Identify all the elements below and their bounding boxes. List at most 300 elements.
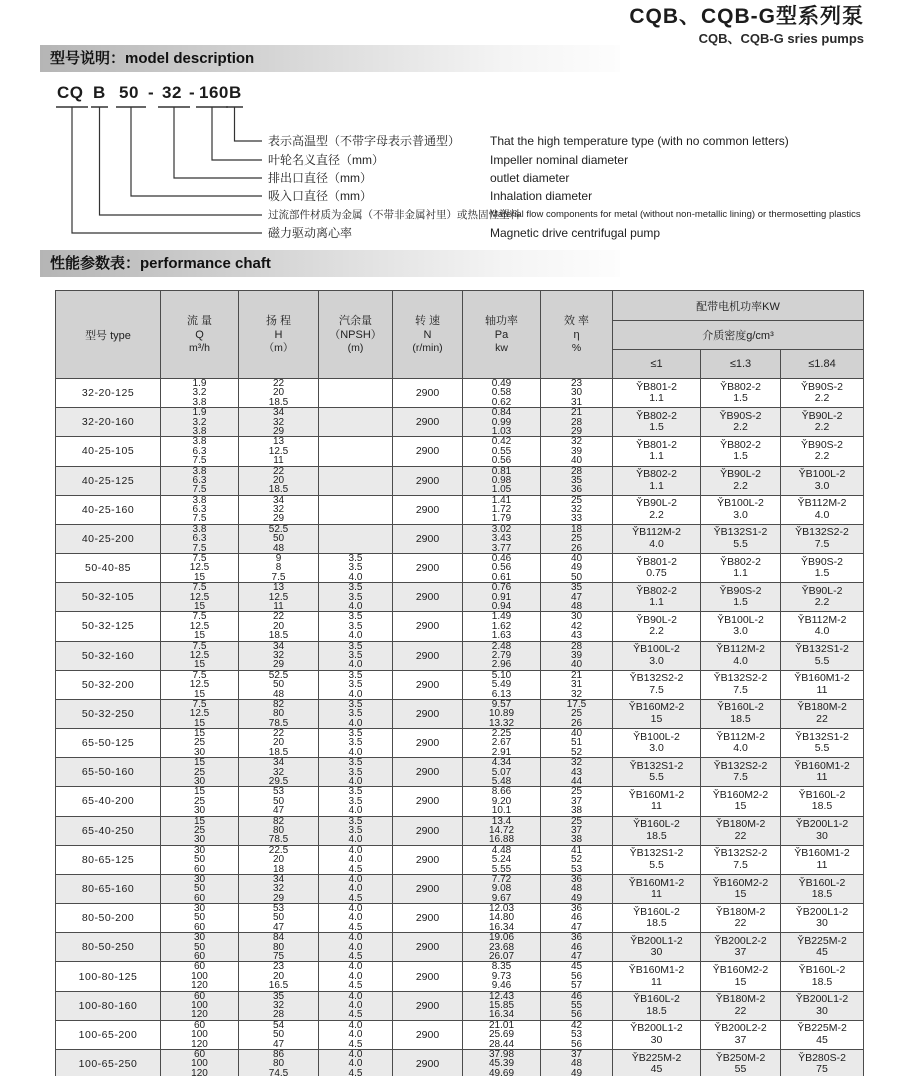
value-line: 2.48 <box>491 640 512 652</box>
cell-type: 40-25-160 <box>56 495 161 524</box>
cell-motor-1 <box>613 1020 701 1049</box>
cell-motor-2 <box>701 933 781 962</box>
value-line: 12.5 <box>189 620 210 632</box>
motor-model: Y̌B180M-2 <box>797 701 847 714</box>
cell-pa <box>463 1049 541 1076</box>
speed-label: 转 速 <box>414 315 441 327</box>
cell-motor-1 <box>613 408 701 437</box>
value-line: 12.5 <box>189 649 210 661</box>
value-line: 1.41 <box>491 494 512 506</box>
table-row <box>56 1020 864 1049</box>
value-line: 35 <box>570 474 583 486</box>
value-line: 9.73 <box>491 970 512 982</box>
value-line: 120 <box>191 1009 208 1021</box>
motor-power-kw: 7.5 <box>733 683 748 696</box>
motor-model: Y̌B160L-2 <box>798 964 846 977</box>
cell-q <box>161 554 239 583</box>
value-line: 3.5 <box>348 620 363 632</box>
cell-h <box>239 991 319 1020</box>
cell-speed: 2900 <box>393 729 463 758</box>
cell-speed: 2900 <box>393 583 463 612</box>
cell-pa <box>463 787 541 816</box>
value-line: 50 <box>272 795 285 807</box>
value-line: 32 <box>272 649 285 661</box>
motor-power-kw: 37 <box>734 1033 747 1046</box>
motor-model: Y̌B802-2 <box>720 380 761 393</box>
motor-model: Y̌B132S2-2 <box>713 672 768 685</box>
value-line <box>319 476 392 485</box>
value-line: 30 <box>193 873 206 885</box>
value-line: 38 <box>570 805 583 817</box>
cell-npsh <box>319 1020 393 1049</box>
value-line: 25 <box>570 533 583 545</box>
motor-power-kw: 2.2 <box>649 625 664 638</box>
model-code-label-cn: 排出口直径（mm） <box>268 171 372 185</box>
value-line: 3.5 <box>348 757 363 769</box>
value-line: 42 <box>570 1019 583 1031</box>
cell-h <box>239 845 319 874</box>
value-line: 100 <box>191 1000 208 1011</box>
value-line: 7.5 <box>192 669 207 681</box>
motor-power-kw: 1.1 <box>649 596 664 609</box>
cell-pa <box>463 1020 541 1049</box>
cell-speed: 2900 <box>393 816 463 845</box>
value-line: 4.0 <box>348 844 363 856</box>
cell-motor-3 <box>781 466 864 495</box>
cell-motor-2 <box>701 495 781 524</box>
cell-motor-2 <box>701 787 781 816</box>
motor-power-kw: 45 <box>650 1063 663 1076</box>
value-line: 48 <box>272 542 285 554</box>
value-line: 2.25 <box>491 728 512 740</box>
cell-eta <box>541 758 613 787</box>
motor-model: Y̌B160M1-2 <box>794 759 850 772</box>
value-line: 37 <box>570 824 583 836</box>
motor-model: Y̌B160M2-2 <box>712 964 769 977</box>
col-header-flow <box>161 291 239 379</box>
cell-motor-2 <box>701 845 781 874</box>
value-line: 29 <box>570 425 583 437</box>
value-line: 3.2 <box>192 416 207 428</box>
cell-h <box>239 787 319 816</box>
cell-npsh <box>319 612 393 641</box>
motor-model: Y̌B280S-2 <box>798 1051 846 1064</box>
motor-power-kw: 22 <box>734 917 747 930</box>
table-row <box>56 554 864 583</box>
value-line: 32 <box>272 883 285 895</box>
cell-motor-2 <box>701 466 781 495</box>
cell-pa <box>463 991 541 1020</box>
motor-power-kw: 1.5 <box>733 596 748 609</box>
value-line: 2.91 <box>491 746 512 758</box>
table-row <box>56 699 864 728</box>
table-row <box>56 758 864 787</box>
motor-power-kw: 2.2 <box>814 421 830 434</box>
value-line: 4.0 <box>348 805 363 817</box>
cell-speed: 2900 <box>393 379 463 408</box>
value-line: 6.3 <box>192 445 207 457</box>
table-row <box>56 495 864 524</box>
table-row <box>56 583 864 612</box>
value-line: 1.63 <box>491 630 512 642</box>
table-row <box>56 845 864 874</box>
value-line: 3.5 <box>348 611 363 623</box>
value-line: 74.5 <box>268 1067 289 1076</box>
value-line <box>319 398 392 407</box>
value-line: 50 <box>193 854 206 866</box>
cell-eta <box>541 933 613 962</box>
cell-eta <box>541 612 613 641</box>
motor-power-kw: 7.5 <box>649 683 664 696</box>
value-line: 48 <box>570 1058 583 1070</box>
cell-q <box>161 816 239 845</box>
motor-model: Y̌B112M-2 <box>716 730 765 743</box>
value-line: 18 <box>570 523 583 535</box>
value-line: 25 <box>570 815 583 827</box>
value-line: 4.0 <box>348 1058 363 1070</box>
cell-npsh <box>319 379 393 408</box>
value-line: 20 <box>272 854 285 866</box>
value-line: 22.5 <box>268 844 289 856</box>
motor-model: Y̌B200L1-2 <box>630 934 683 947</box>
motor-model: Y̌B90S-2 <box>800 555 844 568</box>
head-unit: （m） <box>263 342 294 354</box>
value-line: 56 <box>570 1038 583 1050</box>
cell-motor-1 <box>613 699 701 728</box>
motor-model: Y̌B802-2 <box>636 409 677 422</box>
value-line: 20 <box>272 474 285 486</box>
cell-npsh <box>319 845 393 874</box>
motor-model: Y̌B90L-2 <box>801 584 843 597</box>
value-line: 36 <box>570 873 583 885</box>
value-line: 4.0 <box>348 903 363 915</box>
value-line: 3.5 <box>348 640 363 652</box>
value-line: 7.5 <box>192 513 207 525</box>
value-line: 43 <box>570 766 583 778</box>
cell-type: 65-50-160 <box>56 758 161 787</box>
cell-type: 100-65-200 <box>56 1020 161 1049</box>
motor-power-kw: 11 <box>816 683 828 696</box>
value-line: 35 <box>272 990 285 1002</box>
cell-pa <box>463 874 541 903</box>
model-code-token: - <box>148 83 155 102</box>
motor-power-kw: 1.5 <box>733 450 748 463</box>
value-line: 46 <box>570 941 583 953</box>
value-line: 46 <box>570 912 583 924</box>
value-line: 39 <box>570 445 583 457</box>
motor-model: Y̌B180M-2 <box>715 818 766 831</box>
value-line: 60 <box>193 1048 206 1060</box>
cell-motor-3 <box>781 787 864 816</box>
cell-motor-3 <box>781 699 864 728</box>
table-row <box>56 466 864 495</box>
cell-motor-2 <box>701 379 781 408</box>
cell-h <box>239 495 319 524</box>
value-line: 53 <box>570 863 583 875</box>
motor-model: Y̌B112M-2 <box>632 526 681 539</box>
value-line: 18 <box>272 863 285 875</box>
cell-motor-1 <box>613 583 701 612</box>
value-line: 3.8 <box>192 436 207 448</box>
value-line: 30 <box>193 932 206 944</box>
motor-power-kw: 2.2 <box>814 392 830 405</box>
value-line <box>319 418 392 427</box>
motor-model: Y̌B250M-2 <box>715 1051 766 1064</box>
motor-power-kw: 7.5 <box>733 771 748 784</box>
value-line: 47 <box>272 1038 285 1050</box>
value-line: 41 <box>570 844 583 856</box>
value-line: 52 <box>570 746 583 758</box>
cell-eta <box>541 670 613 699</box>
value-line: 120 <box>191 980 208 992</box>
cell-speed: 2900 <box>393 408 463 437</box>
motor-model: Y̌B90S-2 <box>800 438 844 451</box>
cell-h <box>239 437 319 466</box>
value-line: 22 <box>272 378 285 389</box>
cell-motor-3 <box>781 845 864 874</box>
table-row <box>56 904 864 933</box>
cell-h <box>239 612 319 641</box>
value-line: 34 <box>272 640 285 652</box>
cell-q <box>161 699 239 728</box>
cell-type: 32-20-125 <box>56 379 161 408</box>
speed-unit: (r/min) <box>412 342 443 354</box>
value-line <box>319 505 392 514</box>
value-line: 52.5 <box>268 669 289 681</box>
value-line: 14.72 <box>488 824 515 836</box>
cell-q <box>161 437 239 466</box>
cell-motor-1 <box>613 933 701 962</box>
value-line: 100 <box>191 970 208 982</box>
cell-motor-2 <box>701 1049 781 1076</box>
npsh-unit: (m) <box>347 342 364 354</box>
value-line: 0.84 <box>491 407 512 419</box>
cell-motor-1 <box>613 787 701 816</box>
cell-motor-1 <box>613 962 701 991</box>
cell-speed: 2900 <box>393 962 463 991</box>
value-line: 53 <box>570 1029 583 1041</box>
cell-q <box>161 466 239 495</box>
value-line: 7.5 <box>192 542 207 554</box>
value-line: 15 <box>193 571 206 583</box>
value-line: 60 <box>193 961 206 973</box>
value-line: 120 <box>191 1038 208 1050</box>
motor-model: Y̌B112M-2 <box>797 497 847 510</box>
cell-motor-3 <box>781 495 864 524</box>
motor-model: Y̌B802-2 <box>720 555 761 568</box>
model-code-token: 32 <box>162 83 182 102</box>
cell-motor-2 <box>701 554 781 583</box>
value-line: 5.49 <box>491 679 512 691</box>
cell-motor-1 <box>613 641 701 670</box>
motor-model: Y̌B132S2-2 <box>713 847 768 860</box>
value-line: 3.77 <box>491 542 512 554</box>
table-row <box>56 1049 864 1076</box>
value-line: 13.4 <box>491 815 512 827</box>
col-header-density: 介质密度g/cm³ <box>613 321 864 350</box>
cell-npsh <box>319 437 393 466</box>
motor-power-kw: 1.5 <box>649 421 664 434</box>
efficiency-symbol: η <box>573 329 580 341</box>
value-line: 47 <box>570 591 583 603</box>
cell-q <box>161 1020 239 1049</box>
value-line: 45.39 <box>488 1058 515 1070</box>
value-line: 8.66 <box>491 786 512 798</box>
value-line: 22 <box>272 465 285 477</box>
col-header-npsh <box>319 291 393 379</box>
motor-power-kw: 5.5 <box>814 654 830 667</box>
value-line: 4.5 <box>348 892 363 904</box>
motor-model: Y̌B225M-2 <box>797 934 847 947</box>
cell-npsh <box>319 816 393 845</box>
value-line: 13.32 <box>488 717 515 729</box>
cell-pa <box>463 904 541 933</box>
value-line: 3.5 <box>348 669 363 681</box>
cell-motor-3 <box>781 758 864 787</box>
cell-motor-2 <box>701 816 781 845</box>
motor-power-kw: 2.2 <box>649 508 664 521</box>
value-line: 0.98 <box>491 474 512 486</box>
cell-eta <box>541 583 613 612</box>
value-line: 3.43 <box>491 533 512 545</box>
value-line: 47 <box>570 951 583 963</box>
cell-q <box>161 991 239 1020</box>
cell-h <box>239 1049 319 1076</box>
motor-power-kw: 4.0 <box>733 742 748 755</box>
value-line: 3.5 <box>348 649 363 661</box>
cell-h <box>239 816 319 845</box>
motor-model: Y̌B100L-2 <box>633 730 680 743</box>
value-line: 16.5 <box>268 980 289 992</box>
model-code-label-en: Impeller nominal diameter <box>490 153 629 167</box>
value-line: 25 <box>193 795 206 807</box>
table-row <box>56 933 864 962</box>
value-line: 28.44 <box>488 1038 515 1050</box>
motor-model: Y̌B100L-2 <box>717 497 764 510</box>
shaft-power-label: 轴功率 <box>485 315 518 327</box>
value-line: 3.2 <box>192 387 207 399</box>
cell-eta <box>541 699 613 728</box>
cell-motor-2 <box>701 670 781 699</box>
motor-model: Y̌B90S-2 <box>719 409 762 422</box>
page-subtitle: CQB、CQB-G sries pumps <box>698 31 864 46</box>
value-line: 23 <box>570 378 583 389</box>
value-line: 4.5 <box>348 951 363 963</box>
motor-power-kw: 1.1 <box>649 392 664 405</box>
motor-power-kw: 18.5 <box>646 829 667 842</box>
value-line: 60 <box>193 921 206 933</box>
cell-motor-1 <box>613 466 701 495</box>
value-line: 3.8 <box>192 396 207 408</box>
cell-motor-2 <box>701 612 781 641</box>
cell-pa <box>463 437 541 466</box>
motor-power-kw: 30 <box>816 917 828 930</box>
motor-power-kw: 15 <box>734 975 747 988</box>
value-line: 0.56 <box>491 455 512 467</box>
motor-model: Y̌B160L-2 <box>798 788 846 801</box>
cell-q <box>161 758 239 787</box>
cell-q <box>161 612 239 641</box>
cell-h <box>239 933 319 962</box>
value-line: 16.88 <box>488 834 515 846</box>
value-line: 15 <box>193 786 206 798</box>
value-line: 36 <box>570 932 583 944</box>
value-line: 30 <box>193 844 206 856</box>
value-line: 3.5 <box>348 766 363 778</box>
value-line: 4.5 <box>348 1038 363 1050</box>
cell-motor-1 <box>613 437 701 466</box>
value-line: 120 <box>191 1067 208 1076</box>
cell-type: 50-32-105 <box>56 583 161 612</box>
motor-power-kw: 18.5 <box>811 800 833 813</box>
motor-power-kw: 3.0 <box>814 479 830 492</box>
value-line: 22 <box>272 728 285 740</box>
value-line: 4.0 <box>348 941 363 953</box>
value-line: 4.0 <box>348 600 363 612</box>
motor-power-kw: 2.2 <box>814 450 830 463</box>
cell-motor-3 <box>781 612 864 641</box>
motor-power-kw: 15 <box>734 888 747 900</box>
value-line: 30 <box>570 611 583 623</box>
cell-type: 100-80-160 <box>56 991 161 1020</box>
motor-power-kw: 11 <box>651 800 662 813</box>
value-line: 7.5 <box>192 484 207 496</box>
motor-model: Y̌B200L1-2 <box>630 1022 683 1035</box>
cell-q <box>161 583 239 612</box>
cell-eta <box>541 408 613 437</box>
cell-h <box>239 524 319 553</box>
value-line: 39 <box>570 649 583 661</box>
value-line: 0.76 <box>491 582 512 594</box>
flow-symbol: Q <box>195 329 204 341</box>
value-line: 50 <box>272 679 285 691</box>
col-header-density-1-84: ≤1.84 <box>781 350 864 379</box>
cell-h <box>239 1020 319 1049</box>
model-code-token: B <box>229 83 242 102</box>
value-line: 15 <box>193 717 206 729</box>
cell-speed: 2900 <box>393 758 463 787</box>
value-line: 21 <box>570 669 583 681</box>
value-line <box>319 467 392 476</box>
value-line: 34 <box>272 873 285 885</box>
value-line: 3.5 <box>348 582 363 594</box>
value-line: 80 <box>272 824 285 836</box>
cell-type: 80-65-160 <box>56 874 161 903</box>
cell-q <box>161 904 239 933</box>
value-line: 47 <box>272 805 285 817</box>
value-line: 4.0 <box>348 961 363 973</box>
head-symbol: H <box>274 329 283 341</box>
value-line: 34 <box>272 757 285 769</box>
value-line: 0.94 <box>491 600 512 612</box>
motor-model: Y̌B160L-2 <box>798 876 846 889</box>
value-line: 4.0 <box>348 1019 363 1031</box>
value-line <box>319 456 392 465</box>
value-line: 15 <box>193 757 206 769</box>
cell-npsh <box>319 641 393 670</box>
cell-motor-1 <box>613 524 701 553</box>
value-line: 82 <box>272 698 285 710</box>
shaft-power-unit: kw <box>495 342 508 354</box>
model-code-token: B <box>93 83 106 102</box>
motor-power-kw: 37 <box>734 946 747 959</box>
col-header-shaft-power <box>463 291 541 379</box>
value-line: 55 <box>570 1000 583 1011</box>
value-line: 21.01 <box>488 1019 515 1031</box>
motor-model: Y̌B200L2-2 <box>714 1022 767 1035</box>
cell-type: 65-40-250 <box>56 816 161 845</box>
motor-model: Y̌B90L-2 <box>801 409 843 422</box>
